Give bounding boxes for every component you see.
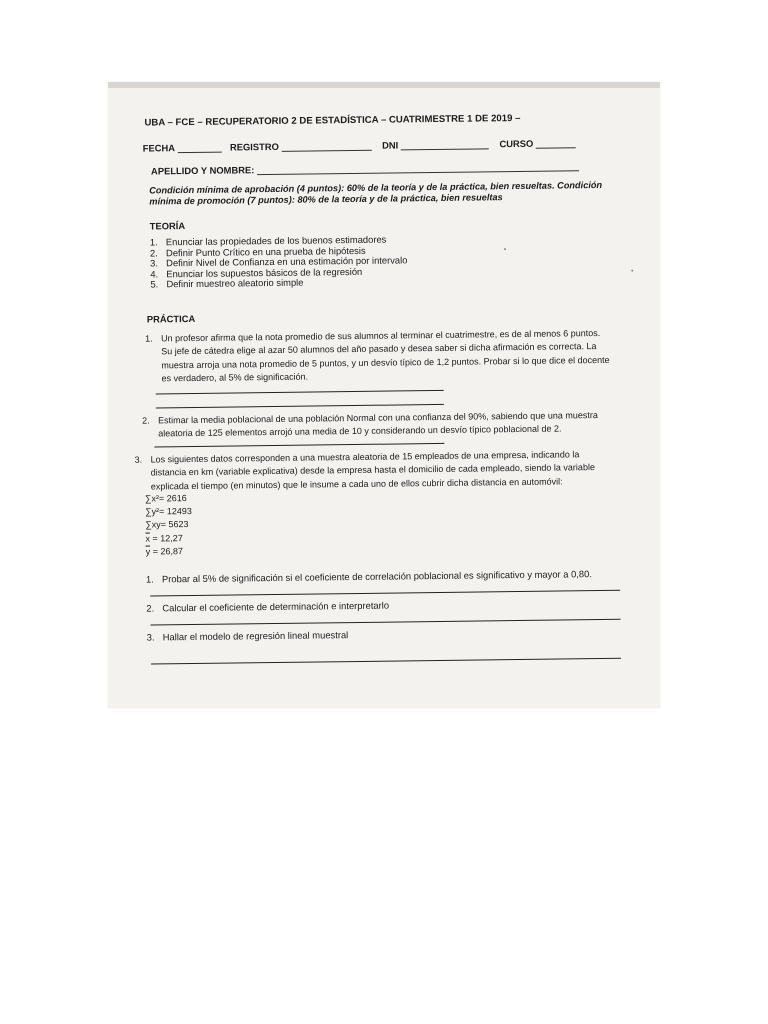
teoria-item-3: 3. Definir Nivel de Confianza en una estimación por intervalo (150, 254, 408, 269)
sum-xy: ∑xy= 5623 (145, 519, 189, 530)
answer-line[interactable] (151, 658, 621, 665)
exam-content (108, 81, 668, 708)
answer-line[interactable] (156, 390, 444, 395)
answer-line[interactable] (154, 443, 444, 448)
answer-line[interactable] (151, 619, 621, 626)
exam-title: UBA – FCE – RECUPERATORIO 2 DE ESTADÍSTICA – CUATRIMESTRE 1 DE 2019 – (144, 112, 521, 129)
teoria-heading: TEORÍA (149, 220, 186, 232)
exam-sheet (108, 82, 660, 708)
teoria-item-2: 2. Definir Punto Crítico en una prueba de hipótesis (149, 244, 366, 259)
curso-blank[interactable] (536, 138, 576, 148)
answer-line[interactable] (150, 590, 620, 597)
registro-label: REGISTRO (229, 140, 279, 153)
p3-subitem-1: 1. Probar al 5% de significación si el coeficiente de correlación poblacional es significativo y mayor a 0,80. (145, 568, 592, 585)
answer-line[interactable] (156, 404, 444, 409)
dni-blank[interactable] (401, 139, 489, 150)
practica-problem-3: 3. Los siguientes datos corresponden a una muestra aleatoria de 15 empleados de una empresa, indicando la distancia en km (variable explicativa) desde la empresa hasta el domicilio de cada empleado, siendo la variable explicada el tiempo (en minutos) que le insume a cada uno de ellos cubrir dicha distancia en automóvil: (134, 449, 595, 492)
regression-sums (145, 492, 193, 559)
header-fields-row (143, 137, 576, 153)
teoria-item-5: 5. Definir muestreo aleatorio simple (150, 277, 304, 290)
practica-heading: PRÁCTICA (146, 312, 196, 325)
y-mean: $\overline{y} = 26,87$ (145, 545, 184, 557)
condition-line-2: mínima de promoción (7 puntos): 80% de la teoría y de la práctica, bien resueltas (149, 192, 503, 207)
teoria-list (150, 234, 408, 290)
p3-subitem-3: 3. Hallar el modelo de regresión lineal muestral (146, 629, 349, 643)
teoria-item-4: 4. Enunciar los supuestos básicos de la regresión (150, 265, 363, 280)
fecha-blank[interactable] (177, 143, 221, 154)
practica-problem-2: 2. Estimar la media poblacional de una población Normal con una confianza del 90%, sabiendo que una muestra aleatoria de 125 elementos arrojó una media de 10 y considerando un desvío típico poblacional de 2. (142, 410, 598, 439)
sum-x-squared: ∑x²= 2616 (144, 493, 187, 504)
practica-problem-1: 1. Un profesor afirma que la nota promedio de sus alumnos al terminar el cuatrimestre, es de al menos 6 puntos. Su jefe de cátedra elige al azar 50 alumnos del año pasado y desea saber si dicha afirmación es correcta. La muestra arroja una nota promedio de 5 puntos, y un desvío típico de 1,2 puntos. Probar si lo que dice el docente es verdadero, al 5% de significación. (145, 328, 610, 384)
fecha-label: FECHA (142, 142, 175, 154)
registro-blank[interactable] (281, 141, 371, 152)
curso-label: CURSO (499, 137, 534, 150)
speck (631, 270, 633, 272)
speck (504, 248, 506, 250)
x-mean: $\overline{x} = 12,27$ (145, 532, 183, 544)
condition-line-1: Condición mínima de aprobación (4 puntos): 60% de la teoría y de la práctica, bien resueltas. Condición (149, 179, 603, 196)
dni-label: DNI (382, 139, 399, 151)
apellido-blank[interactable] (257, 161, 579, 175)
teoria-item-1: 1. Enunciar las propiedades de los buenos estimadores (149, 233, 387, 248)
sum-y-squared: ∑y²= 12493 (145, 506, 192, 517)
apellido-row (151, 160, 579, 176)
p3-subitem-2: 2. Calcular el coeficiente de determinación e interpretarlo (146, 599, 390, 614)
approval-conditions (149, 180, 629, 208)
apellido-label: APELLIDO Y NOMBRE: (150, 164, 255, 177)
